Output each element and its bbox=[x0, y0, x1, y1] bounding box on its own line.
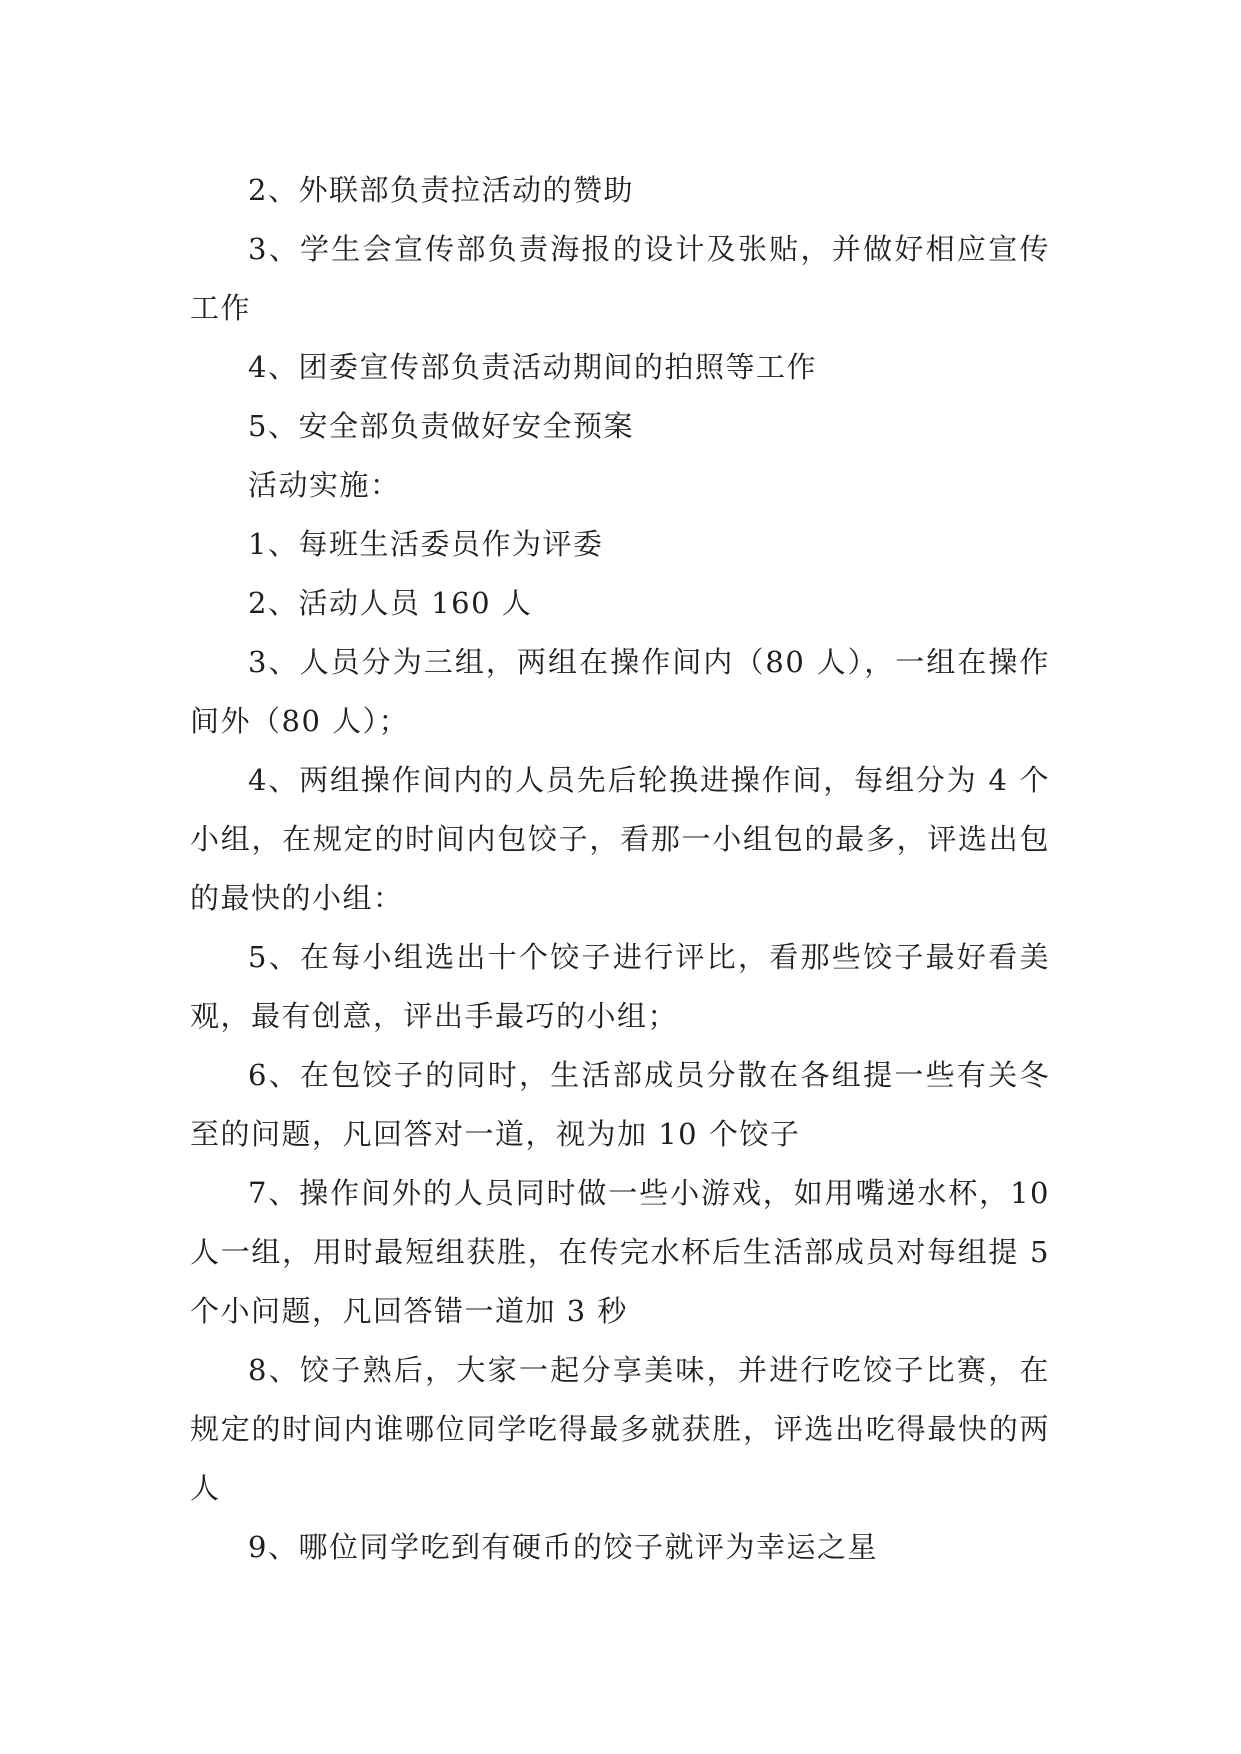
paragraph-quiz: 6、在包饺子的同时，生活部成员分散在各组提一些有关冬至的问题，凡回答对一道，视为加 10 个饺子 bbox=[190, 1058, 1050, 1151]
paragraph-dumpling-making: 4、两组操作间内的人员先后轮换进操作间，每组分为 4 个小组，在规定的时间内包饺子，看那一小组包的最多，评选出包的最快的小组： bbox=[190, 763, 1050, 915]
paragraph-photography: 4、团委宣传部负责活动期间的拍照等工作 bbox=[248, 350, 817, 384]
paragraph-lucky-star: 9、哪位同学吃到有硬币的饺子就评为幸运之星 bbox=[248, 1530, 878, 1564]
paragraph-evaluation: 5、在每小组选出十个饺子进行评比，看那些饺子最好看美观，最有创意，评出手最巧的小组； bbox=[190, 940, 1050, 1033]
paragraph-sponsorship: 2、外联部负责拉活动的赞助 bbox=[248, 173, 634, 207]
paragraph-participants: 2、活动人员 160 人 bbox=[248, 586, 533, 620]
paragraph-eating-contest: 8、饺子熟后，大家一起分享美味，并进行吃饺子比赛，在规定的时间内谁哪位同学吃得最多就获胜，评选出吃得最快的两人 bbox=[190, 1353, 1050, 1505]
paragraph-games: 7、操作间外的人员同时做一些小游戏，如用嘴递水杯，10 人一组，用时最短组获胜，在传完水杯后生活部成员对每组提 5 个小问题，凡回答错一道加 3 秒 bbox=[190, 1176, 1061, 1328]
paragraph-judges: 1、每班生活委员作为评委 bbox=[248, 527, 604, 561]
document-body bbox=[190, 161, 1061, 1577]
paragraph-poster: 3、学生会宣传部负责海报的设计及张贴，并做好相应宣传工作 bbox=[190, 232, 1050, 325]
paragraph-safety: 5、安全部负责做好安全预案 bbox=[248, 409, 634, 443]
paragraph-groups: 3、人员分为三组，两组在操作间内（80 人），一组在操作间外（80 人）； bbox=[190, 645, 1050, 738]
section-heading-implementation: 活动实施： bbox=[248, 468, 401, 502]
